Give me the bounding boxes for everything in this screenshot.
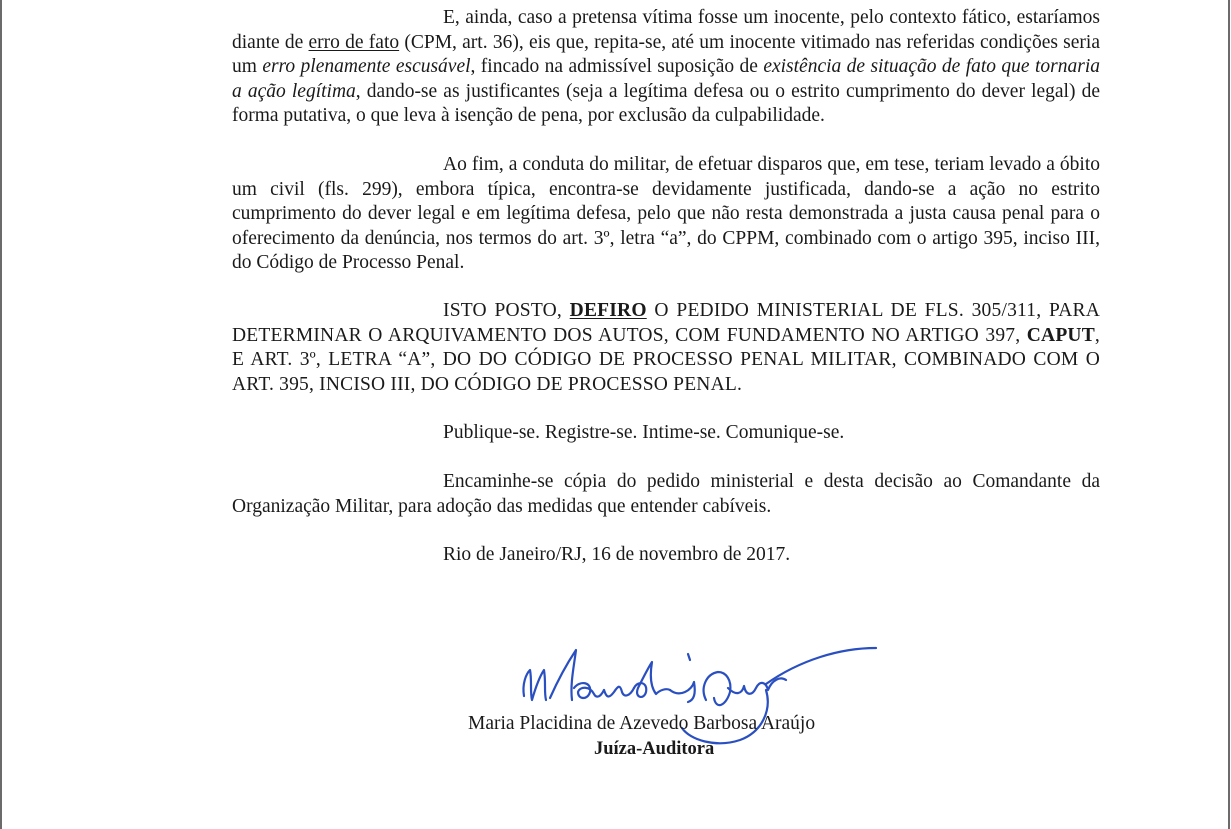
paragraph-erro-de-fato: E, ainda, caso a pretensa vítima fosse um inocente, pelo contexto fático, estaríamos diante de erro de fato (CPM, art. 36), eis que, repita-se, até um inocente vitimado nas referidas condições seria um erro plenamente escusável, fincado na admissível suposição de existência de situação de fato que tornaria a ação legítima, dando-se as justificantes (seja a legítima defesa ou o estrito cumprimento do dever legal) de forma putativa, o que leva à isenção de pena, por exclusão da culpabilidade.	[232, 7, 1100, 127]
signer-name: Maria Placidina de Azevedo Barbosa Araújo	[468, 713, 816, 734]
document-date: Rio de Janeiro/RJ, 16 de novembro de 2017.	[443, 544, 791, 566]
page-right-edge	[1228, 0, 1230, 829]
italic-term: existência de situação de fato que tornaria a ação legítima	[232, 56, 1100, 102]
document-page	[232, 6, 1100, 568]
italic-term: erro plenamente escusável	[262, 56, 471, 78]
page-left-edge	[0, 0, 2, 829]
underlined-term: erro de fato	[308, 31, 400, 53]
signer-role: Juíza-Auditora	[594, 739, 715, 759]
paragraph-encaminhe: Encaminhe-se cópia do pedido ministerial e desta decisão ao Comandante da Organização Militar, para adoção das medidas que entender cabíveis.	[232, 470, 1100, 517]
signature-block	[450, 640, 900, 770]
caput-term: CAPUT	[1026, 324, 1095, 346]
paragraph-publique: Publique-se. Registre-se. Intime-se. Comunique-se.	[443, 422, 845, 444]
paragraph-decisao: ISTO POSTO, DEFIRO O PEDIDO MINISTERIAL DE FLS. 305/311, PARA DETERMINAR O ARQUIVAMENTO DOS AUTOS, COM FUNDAMENTO NO ARTIGO 397, CAPUT, E ART. 3º, LETRA “A”, DO DO CÓDIGO DE PROCESSO PENAL MILITAR, COMBINADO COM O ART. 395, INCISO III, DO CÓDIGO DE PROCESSO PENAL.	[232, 299, 1100, 395]
paragraph-conduta: Ao fim, a conduta do militar, de efetuar disparos que, em tese, teriam levado a óbito um civil (fls. 299), embora típica, encontra-se devidamente justificada, dando-se a ação no estrito cumprimento do dever legal e em legítima defesa, pelo que não resta demonstrada a justa causa penal para o oferecimento da denúncia, nos termos do art. 3º, letra “a”, do CPPM, combinado com o artigo 395, inciso III, do Código de Processo Penal.	[232, 153, 1100, 274]
defiro-term: DEFIRO	[569, 299, 647, 321]
